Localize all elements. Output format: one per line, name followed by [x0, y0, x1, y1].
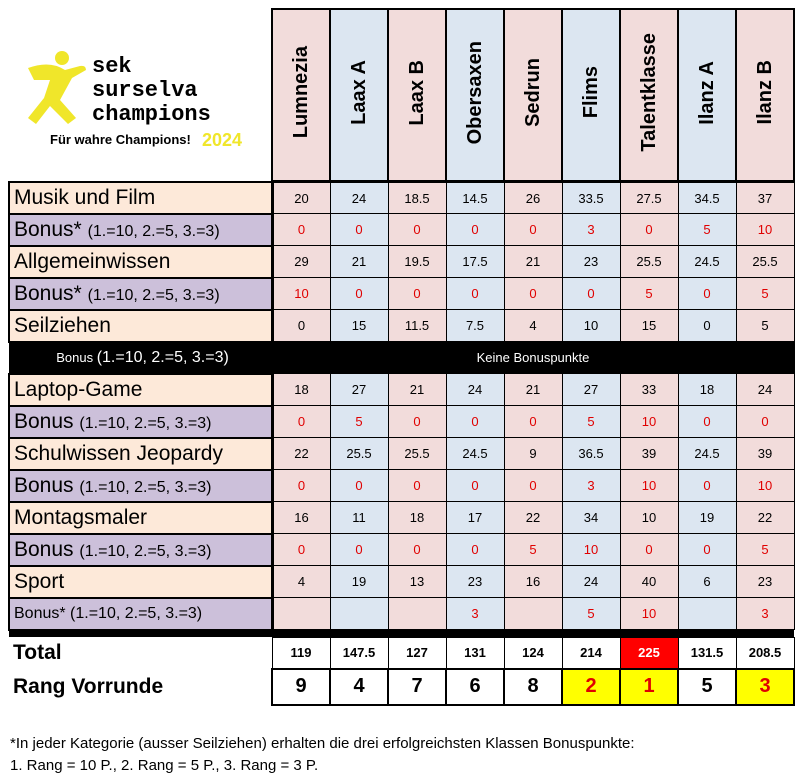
rank-cell: 8: [504, 669, 562, 705]
score-cell: 17: [446, 502, 504, 534]
score-cell: 0: [330, 534, 388, 566]
row-label: [9, 502, 272, 534]
score-cell: 10: [620, 502, 678, 534]
logo-cell: [9, 9, 272, 182]
score-cell: 25.5: [620, 246, 678, 278]
total-label: Total: [9, 637, 272, 669]
score-cell: 21: [388, 374, 446, 406]
class-header: [330, 9, 388, 182]
score-cell: 5: [678, 214, 736, 246]
score-cell: 0: [330, 214, 388, 246]
score-cell: 5: [736, 534, 794, 566]
footnote-line2: 1. Rang = 10 P., 2. Rang = 5 P., 3. Rang = 3 P.: [10, 757, 319, 774]
score-cell: 23: [562, 246, 620, 278]
row-label: [9, 470, 272, 502]
score-cell: 0: [446, 470, 504, 502]
score-cell: 26: [504, 182, 562, 214]
score-cell: 34: [562, 502, 620, 534]
score-cell: 18.5: [388, 182, 446, 214]
score-cell: 0: [446, 406, 504, 438]
score-cell: 24: [736, 374, 794, 406]
score-cell: 25.5: [736, 246, 794, 278]
row-label: [9, 406, 272, 438]
score-cell: 17.5: [446, 246, 504, 278]
score-cell: [504, 598, 562, 630]
row-label-text: Musik und Film: [14, 185, 156, 209]
total-cell: 208.5: [736, 637, 794, 669]
row-label-text: Laptop-Game: [14, 377, 143, 401]
rank-label: Rang Vorrunde: [9, 669, 272, 705]
score-cell: 0: [504, 214, 562, 246]
logo-tagline: Für wahre Champions!: [50, 132, 191, 147]
bonus-row: [9, 214, 794, 246]
score-cell: 0: [504, 278, 562, 310]
class-header: [736, 9, 794, 182]
row-label-text: Montagsmaler: [14, 505, 148, 529]
row-label-text: Bonus: [14, 473, 74, 497]
score-cell: 23: [736, 566, 794, 598]
score-cell: 0: [678, 278, 736, 310]
category-row: [9, 310, 794, 342]
score-cell: 22: [736, 502, 794, 534]
score-cell: 5: [562, 598, 620, 630]
score-cell: 0: [388, 470, 446, 502]
rank-cell: 7: [388, 669, 446, 705]
row-label: [9, 310, 272, 342]
score-cell: [272, 598, 330, 630]
score-cell: 39: [736, 438, 794, 470]
total-cell: 127: [388, 637, 446, 669]
score-cell: 21: [330, 246, 388, 278]
score-cell: 14.5: [446, 182, 504, 214]
category-row: [9, 374, 794, 406]
score-cell: 0: [272, 310, 330, 342]
class-name: Talentklasse: [637, 33, 660, 152]
score-cell: 10: [736, 214, 794, 246]
score-cell: 10: [620, 598, 678, 630]
score-cell: 19: [330, 566, 388, 598]
score-cell: 36.5: [562, 438, 620, 470]
no-bonus-cell: Keine Bonuspunkte: [272, 342, 794, 374]
bonus-row: [9, 598, 794, 630]
score-cell: 0: [272, 470, 330, 502]
score-cell: 19.5: [388, 246, 446, 278]
total-cell: 225: [620, 637, 678, 669]
footnote-line1: *In jeder Kategorie (ausser Seilziehen) erhalten die drei erfolgreichsten Klassen Bonuspunkte:: [10, 735, 635, 752]
score-cell: 20: [272, 182, 330, 214]
class-header: [504, 9, 562, 182]
score-cell: 4: [272, 566, 330, 598]
score-cell: 5: [504, 534, 562, 566]
rank-row: [9, 669, 794, 705]
row-label-text: Bonus*: [14, 281, 82, 305]
score-cell: 27: [330, 374, 388, 406]
class-header: [446, 9, 504, 182]
bonus-row: [9, 470, 794, 502]
bonus-row: [9, 278, 794, 310]
score-cell: 25.5: [388, 438, 446, 470]
score-cell: 0: [388, 534, 446, 566]
score-cell: 24: [446, 374, 504, 406]
score-cell: 40: [620, 566, 678, 598]
class-header: [620, 9, 678, 182]
footnote: [10, 733, 800, 777]
score-cell: [330, 598, 388, 630]
class-name: Lumnezia: [289, 46, 312, 139]
row-label-note: (1.=10, 2.=5, 3.=3): [79, 542, 212, 560]
row-label-text: Seilziehen: [14, 313, 111, 337]
logo-line1: sek: [92, 54, 132, 79]
score-cell: 3: [562, 470, 620, 502]
score-cell: 0: [620, 534, 678, 566]
score-cell: 5: [736, 310, 794, 342]
score-cell: 10: [562, 310, 620, 342]
total-cell: 119: [272, 637, 330, 669]
score-cell: 5: [620, 278, 678, 310]
separator-row: [9, 630, 794, 638]
score-cell: 5: [330, 406, 388, 438]
row-label: [9, 598, 272, 630]
row-label-note: (1.=10, 2.=5, 3.=3): [79, 478, 212, 496]
score-cell: 24.5: [446, 438, 504, 470]
row-label-text: Bonus: [56, 349, 94, 365]
class-name: Sedrun: [521, 58, 544, 127]
row-label-note: (1.=10, 2.=5, 3.=3): [96, 348, 229, 366]
score-cell: 24.5: [678, 438, 736, 470]
score-cell: 3: [446, 598, 504, 630]
score-cell: 0: [620, 214, 678, 246]
row-label: [9, 374, 272, 406]
category-row: [9, 438, 794, 470]
score-cell: 0: [330, 470, 388, 502]
score-cell: 19: [678, 502, 736, 534]
standings-table: [8, 8, 795, 706]
score-cell: 11: [330, 502, 388, 534]
row-label: [9, 342, 272, 374]
score-cell: 0: [388, 278, 446, 310]
logo-line2: surselva: [92, 78, 198, 103]
row-label-text: Allgemeinwissen: [14, 249, 171, 273]
score-cell: 0: [678, 406, 736, 438]
score-cell: 37: [736, 182, 794, 214]
class-name: Ilanz B: [753, 60, 776, 125]
class-header: [678, 9, 736, 182]
rank-cell: 4: [330, 669, 388, 705]
bonus-row: [9, 406, 794, 438]
score-cell: [678, 598, 736, 630]
score-cell: 18: [272, 374, 330, 406]
score-cell: 0: [388, 214, 446, 246]
rank-cell: 1: [620, 669, 678, 705]
class-header: [388, 9, 446, 182]
score-cell: 33.5: [562, 182, 620, 214]
score-cell: 0: [446, 214, 504, 246]
score-cell: 11.5: [388, 310, 446, 342]
score-cell: 0: [272, 406, 330, 438]
class-header: [562, 9, 620, 182]
score-cell: 24.5: [678, 246, 736, 278]
score-cell: 10: [736, 470, 794, 502]
score-cell: 10: [620, 470, 678, 502]
total-cell: 124: [504, 637, 562, 669]
score-cell: 15: [620, 310, 678, 342]
rank-cell: 5: [678, 669, 736, 705]
score-cell: 0: [562, 278, 620, 310]
score-cell: 22: [504, 502, 562, 534]
bonus-row: [9, 534, 794, 566]
score-cell: 7.5: [446, 310, 504, 342]
row-label: [9, 566, 272, 598]
score-cell: 18: [388, 502, 446, 534]
score-cell: 0: [678, 470, 736, 502]
score-cell: 16: [504, 566, 562, 598]
score-cell: 0: [388, 406, 446, 438]
category-row: [9, 502, 794, 534]
score-cell: 3: [736, 598, 794, 630]
score-cell: 6: [678, 566, 736, 598]
class-name: Ilanz A: [695, 60, 718, 125]
score-cell: 18: [678, 374, 736, 406]
row-label: [9, 278, 272, 310]
class-header: [272, 9, 330, 182]
category-row: [9, 246, 794, 278]
rank-cell: 9: [272, 669, 330, 705]
score-cell: 34.5: [678, 182, 736, 214]
total-cell: 131.5: [678, 637, 736, 669]
total-row: [9, 637, 794, 669]
row-label: [9, 182, 272, 214]
score-cell: 29: [272, 246, 330, 278]
class-name: Obersaxen: [463, 40, 486, 145]
score-cell: 13: [388, 566, 446, 598]
score-cell: 24: [562, 566, 620, 598]
score-cell: 15: [330, 310, 388, 342]
score-cell: 0: [272, 214, 330, 246]
header-row: [9, 9, 794, 182]
score-cell: 24: [330, 182, 388, 214]
logo-year: 2024: [202, 130, 243, 150]
score-cell: 21: [504, 246, 562, 278]
score-cell: 33: [620, 374, 678, 406]
rank-cell: 6: [446, 669, 504, 705]
total-cell: 131: [446, 637, 504, 669]
row-label: [9, 438, 272, 470]
score-cell: 0: [678, 310, 736, 342]
score-cell: 5: [736, 278, 794, 310]
logo-line3: champions: [92, 102, 211, 127]
score-cell: 0: [446, 534, 504, 566]
total-cell: 214: [562, 637, 620, 669]
score-cell: 0: [330, 278, 388, 310]
score-cell: [388, 598, 446, 630]
rank-cell: 2: [562, 669, 620, 705]
score-cell: 0: [678, 534, 736, 566]
score-cell: 9: [504, 438, 562, 470]
total-cell: 147.5: [330, 637, 388, 669]
row-label-note: (1.=10, 2.=5, 3.=3): [87, 286, 220, 304]
row-label: [9, 246, 272, 278]
bonus-row: [9, 342, 794, 374]
score-cell: 16: [272, 502, 330, 534]
score-cell: 10: [562, 534, 620, 566]
score-cell: 4: [504, 310, 562, 342]
score-cell: 3: [562, 214, 620, 246]
score-cell: 0: [504, 406, 562, 438]
row-label-note: (1.=10, 2.=5, 3.=3): [79, 414, 212, 432]
score-cell: 0: [446, 278, 504, 310]
score-cell: 22: [272, 438, 330, 470]
row-label-text: Bonus* (1.=10, 2.=5, 3.=3): [14, 604, 203, 622]
separator: [9, 630, 794, 638]
class-name: Laax A: [347, 60, 370, 125]
category-row: [9, 182, 794, 214]
score-cell: 5: [562, 406, 620, 438]
class-name: Flims: [579, 66, 602, 119]
row-label-text: Bonus: [14, 409, 74, 433]
score-cell: 10: [620, 406, 678, 438]
rank-cell: 3: [736, 669, 794, 705]
row-label-text: Sport: [14, 569, 65, 593]
row-label-note: (1.=10, 2.=5, 3.=3): [87, 222, 220, 240]
score-cell: 27.5: [620, 182, 678, 214]
category-row: [9, 566, 794, 598]
row-label: [9, 214, 272, 246]
score-cell: 23: [446, 566, 504, 598]
row-label: [9, 534, 272, 566]
score-cell: 27: [562, 374, 620, 406]
score-cell: 0: [504, 470, 562, 502]
class-name: Laax B: [405, 59, 428, 126]
score-cell: 0: [736, 406, 794, 438]
score-cell: 10: [272, 278, 330, 310]
score-cell: 0: [272, 534, 330, 566]
score-cell: 25.5: [330, 438, 388, 470]
score-cell: 21: [504, 374, 562, 406]
row-label-text: Schulwissen Jeopardy: [14, 441, 223, 465]
score-cell: 39: [620, 438, 678, 470]
row-label-text: Bonus*: [14, 217, 82, 241]
row-label-text: Bonus: [14, 537, 74, 561]
